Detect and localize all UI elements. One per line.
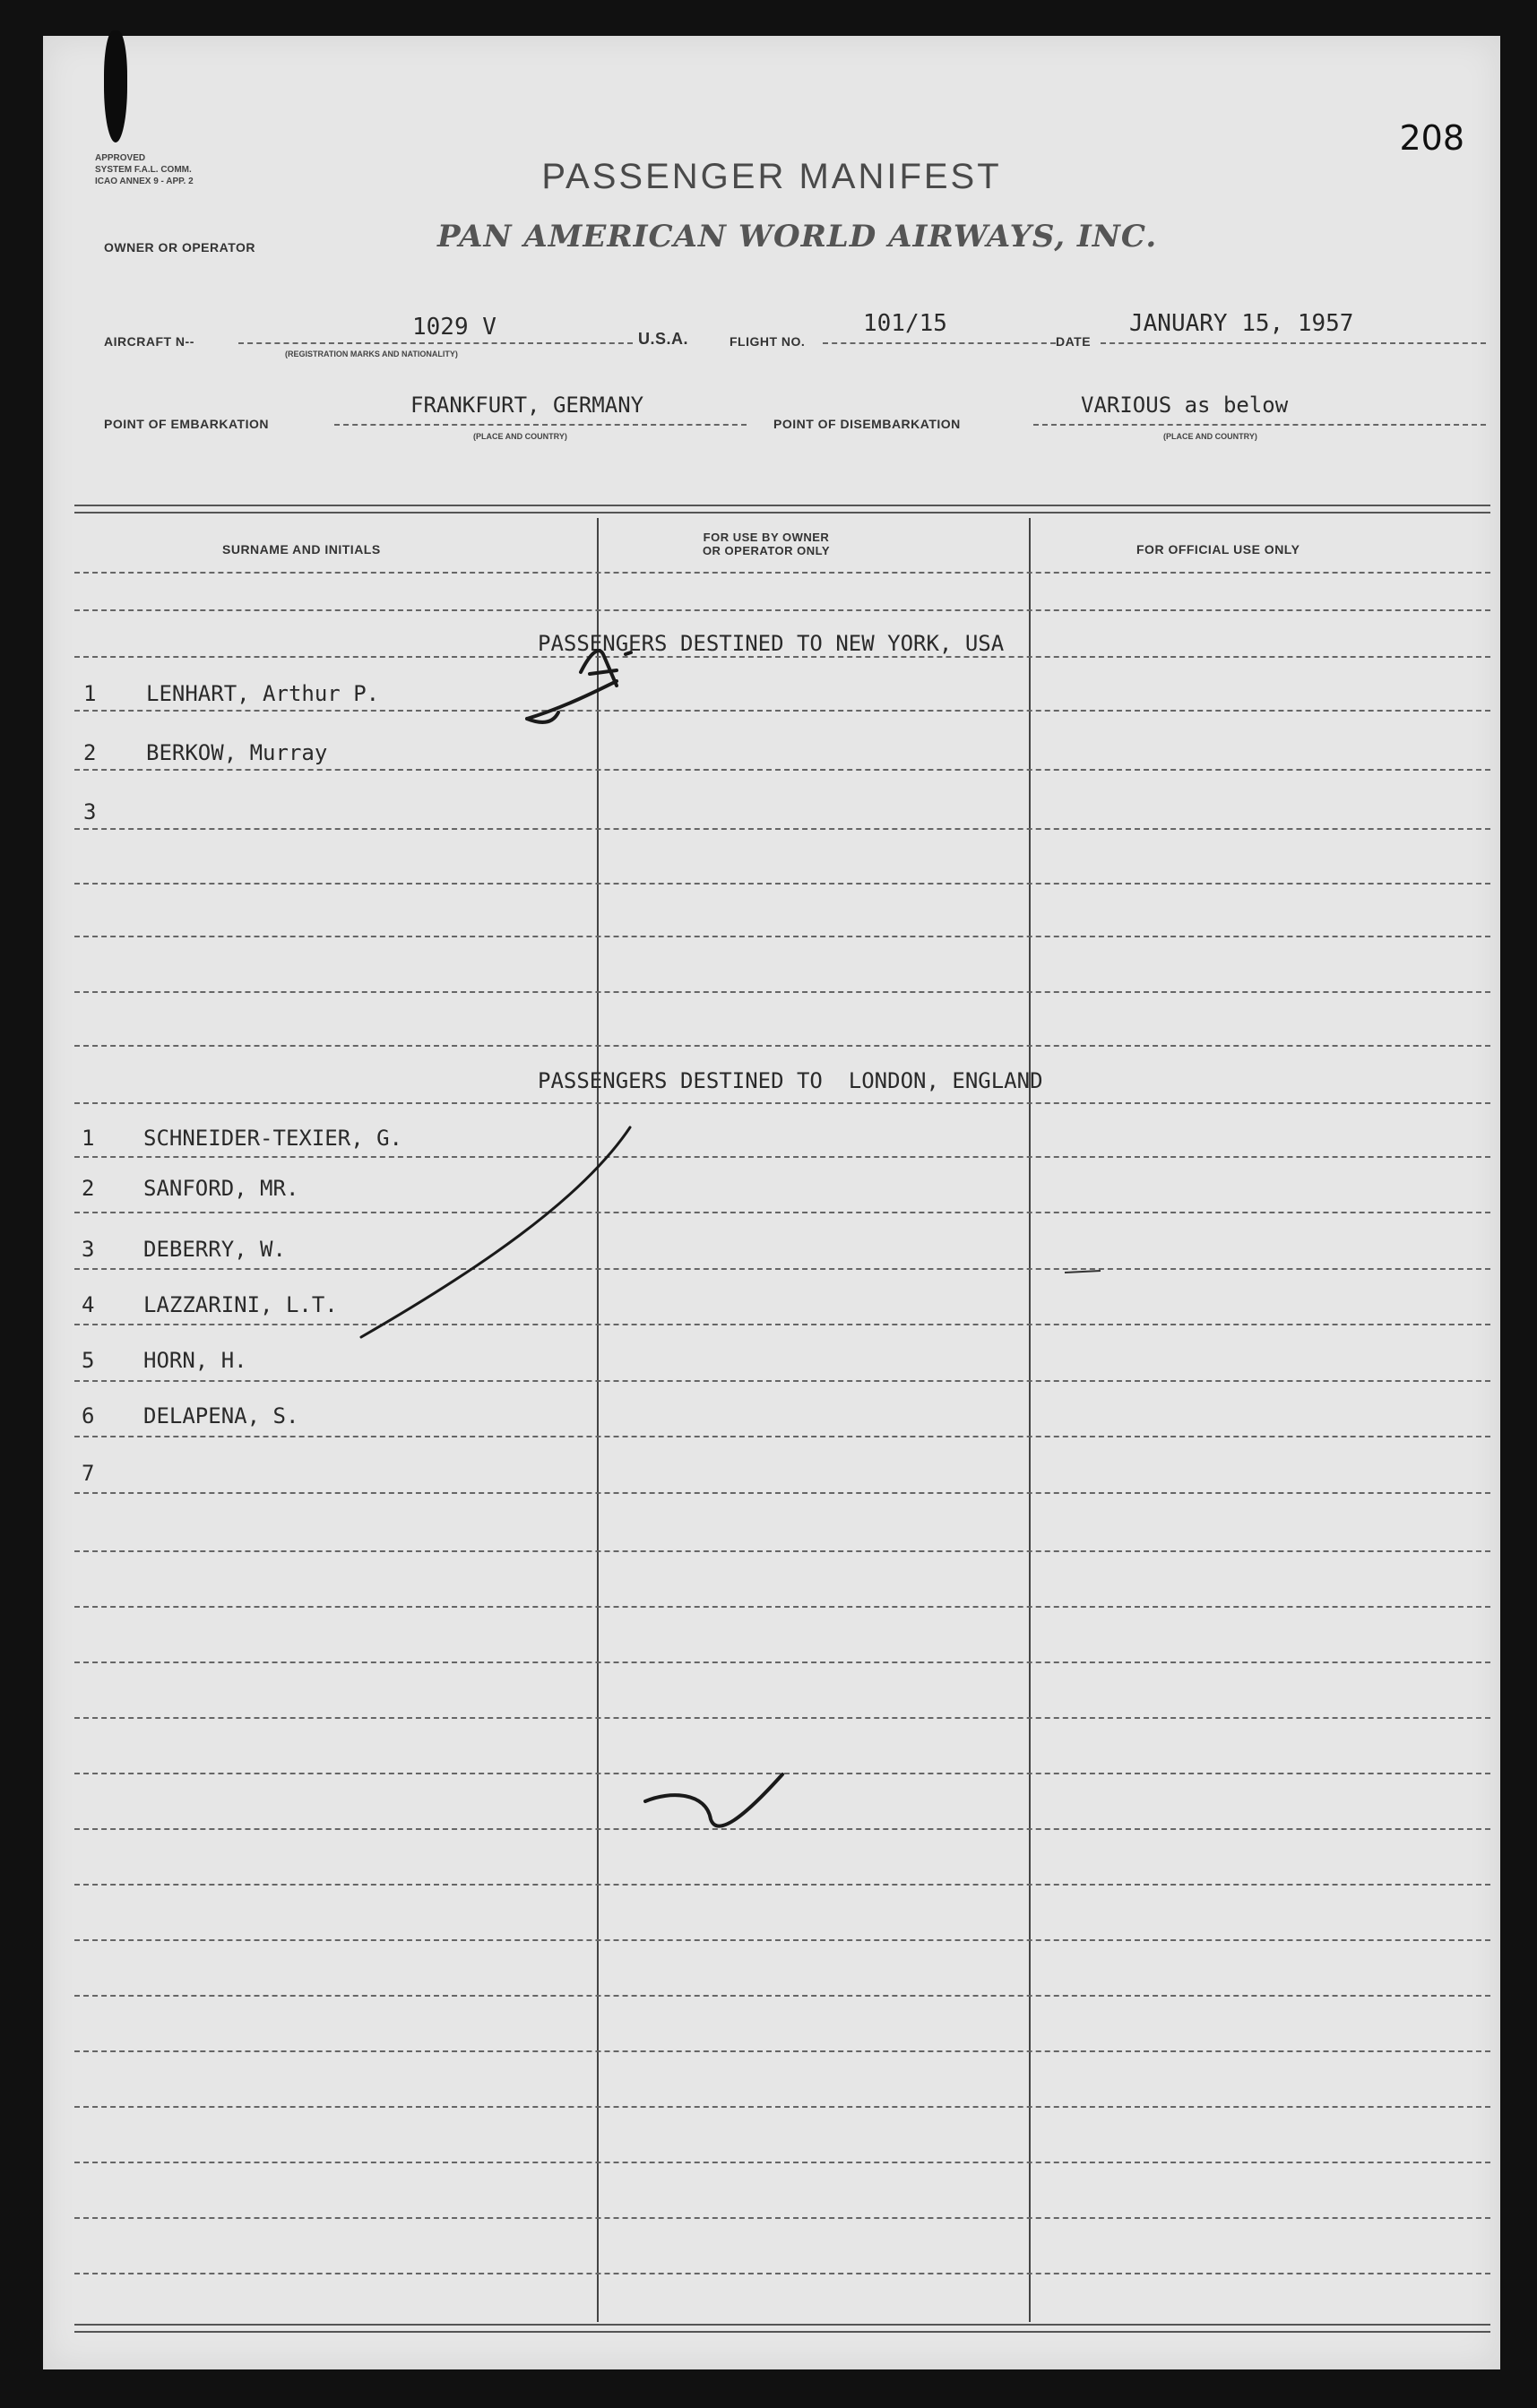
- passenger-name: SANFORD, MR.: [143, 1176, 299, 1201]
- passenger-name: BERKOW, Murray: [146, 740, 328, 765]
- row-number: 7: [82, 1461, 95, 1486]
- page-number: 208: [1399, 118, 1464, 158]
- date-label: DATE: [1056, 334, 1092, 349]
- page-title: PASSENGER MANIFEST: [541, 157, 1002, 196]
- row-number: 2: [82, 1176, 95, 1201]
- column-header-official: FOR OFFICIAL USE ONLY: [1136, 542, 1300, 557]
- embarkation-label: POINT OF EMBARKATION: [104, 417, 269, 431]
- aircraft-label: AIRCRAFT N--: [104, 334, 194, 349]
- row-number: 2: [83, 740, 97, 765]
- aircraft-sub-label: (REGISTRATION MARKS AND NATIONALITY): [285, 350, 458, 358]
- row-number: 3: [82, 1237, 95, 1262]
- date-value: JANUARY 15, 1957: [1129, 310, 1354, 337]
- approval-line: APPROVED: [95, 153, 146, 163]
- aircraft-value: 1029 V: [412, 314, 497, 341]
- passenger-name: SCHNEIDER-TEXIER, G.: [143, 1126, 402, 1151]
- group-heading: PASSENGERS DESTINED TO LONDON, ENGLAND: [538, 1068, 1043, 1093]
- tick-mark-line: [361, 1127, 630, 1337]
- flight-label: FLIGHT NO.: [730, 334, 806, 349]
- passenger-name: DEBERRY, W.: [143, 1237, 286, 1262]
- approval-line: SYSTEM F.A.L. COMM.: [95, 165, 192, 175]
- disembarkation-sub-label: (PLACE AND COUNTRY): [1163, 432, 1257, 441]
- country-label: U.S.A.: [638, 330, 689, 348]
- owner-use-line: OR OPERATOR ONLY: [702, 544, 831, 557]
- row-number: 1: [82, 1126, 95, 1151]
- small-dash-mark: [1065, 1271, 1101, 1273]
- manifest-page: [43, 36, 1500, 2369]
- row-number: 6: [82, 1403, 95, 1428]
- column-header-surname: SURNAME AND INITIALS: [222, 542, 381, 557]
- checkmark-initials: [527, 651, 631, 719]
- owner-value: PAN AMERICAN WORLD AIRWAYS, INC.: [437, 219, 1158, 255]
- passenger-name: LAZZARINI, L.T.: [143, 1292, 338, 1317]
- row-number: 4: [82, 1292, 95, 1317]
- group-heading: PASSENGERS DESTINED TO NEW YORK, USA: [538, 631, 1005, 656]
- owner-use-line: FOR USE BY OWNER: [703, 531, 830, 544]
- embarkation-value: FRANKFURT, GERMANY: [410, 393, 644, 418]
- squiggle-mark: [645, 1774, 782, 1826]
- owner-label: OWNER OR OPERATOR: [104, 240, 255, 255]
- passenger-name: DELAPENA, S.: [143, 1403, 299, 1428]
- approval-line: ICAO ANNEX 9 - APP. 2: [95, 177, 194, 186]
- row-number: 1: [83, 681, 97, 706]
- row-number: 5: [82, 1348, 95, 1373]
- row-number: 3: [83, 799, 97, 824]
- passenger-name: LENHART, Arthur P.: [146, 681, 380, 706]
- embarkation-sub-label: (PLACE AND COUNTRY): [473, 432, 567, 441]
- handwritten-marks: [43, 36, 1500, 2369]
- disembarkation-label: POINT OF DISEMBARKATION: [773, 417, 961, 431]
- flight-value: 101/15: [863, 310, 947, 337]
- passenger-name: HORN, H.: [143, 1348, 247, 1373]
- disembarkation-value: VARIOUS as below: [1081, 393, 1289, 418]
